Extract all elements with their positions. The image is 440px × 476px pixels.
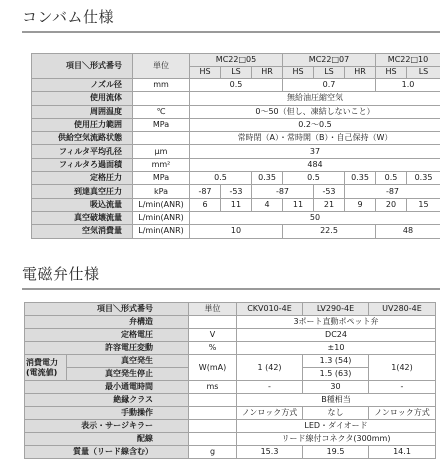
title-underline (22, 288, 440, 290)
row-label: 許容電圧変動 (25, 342, 189, 355)
table-row (25, 342, 436, 355)
table-row (32, 185, 440, 198)
row-label: 手動操作 (25, 407, 189, 420)
value-cell: 1.5 (63) (303, 368, 369, 381)
row-label: 周囲温度 (32, 105, 133, 118)
value-cell: -53 (314, 185, 345, 198)
unit-cell (189, 407, 237, 420)
section-title-conbam: コンバム仕様 (22, 8, 114, 26)
value-cell: 0.35 (345, 172, 376, 185)
table-row (32, 105, 440, 118)
header-variant: HR (252, 66, 283, 79)
table-row (32, 211, 440, 224)
value-cell: なし (303, 407, 369, 420)
row-label: 表示・サージキラー (25, 420, 189, 433)
value-cell: 0.35 (252, 172, 283, 185)
table-row (32, 145, 440, 158)
unit-cell (133, 132, 190, 145)
table-row (25, 381, 436, 394)
power-consumption-title: 消費電力 (26, 358, 58, 368)
value-cell: 3ポート直動ポペット弁 (237, 316, 436, 329)
header-variant: LS (221, 66, 252, 79)
header-variant: HS (283, 66, 314, 79)
header-item: 項目＼形式番号 (32, 54, 133, 79)
unit-cell: ms (189, 381, 237, 394)
table-row (25, 446, 436, 459)
value-cell: 1 (42) (237, 355, 303, 381)
unit-cell (189, 394, 237, 407)
value-cell: 0.5 (190, 172, 252, 185)
header-model: UV280-4E (369, 303, 436, 316)
header-unit: 単位 (189, 303, 237, 316)
unit-cell: L/min(ANR) (133, 225, 190, 238)
value-cell: 0.5 (190, 79, 283, 92)
header-model: MC22□07 (283, 54, 376, 67)
row-label: 最小通電時間 (25, 381, 189, 394)
header-variant: HS (190, 66, 221, 79)
value-cell: 9 (345, 198, 376, 211)
table-row (25, 407, 436, 420)
spec-table-solenoid-valve (24, 302, 436, 459)
value-cell: -87 (190, 185, 221, 198)
unit-cell: kPa (133, 185, 190, 198)
value-cell: ±10 (237, 342, 436, 355)
value-cell: 無給油圧縮空気 (190, 92, 440, 105)
table-row (25, 394, 436, 407)
value-cell: 15.3 (237, 446, 303, 459)
table-row (32, 198, 440, 211)
value-cell: 1(42) (369, 355, 436, 381)
value-cell: DC24 (237, 329, 436, 342)
row-label: 絶縁クラス (25, 394, 189, 407)
value-cell: 0～50（但し、凍結しないこと） (190, 105, 440, 118)
header-variant: HR (345, 66, 376, 79)
header-model: CKV010-4E (237, 303, 303, 316)
header-model: MC22□05 (190, 54, 283, 67)
table-row (25, 329, 436, 342)
unit-cell: g (189, 446, 237, 459)
value-cell: 常時閉（A）・常時開（B）・自己保持（W） (190, 132, 440, 145)
value-cell: 0.5 (283, 172, 345, 185)
header-row (32, 54, 440, 67)
value-cell: 0.35 (407, 172, 440, 185)
row-sublabel: 真空発生停止 (67, 368, 189, 381)
header-row (25, 303, 436, 316)
row-label: 真空破壊流量 (32, 211, 133, 224)
unit-cell: MPa (133, 118, 190, 131)
unit-cell: mm² (133, 158, 190, 171)
row-label: フィルタ平均孔径 (32, 145, 133, 158)
unit-cell: L/min(ANR) (133, 198, 190, 211)
value-cell: 50 (190, 211, 440, 224)
row-label: 定格電圧 (25, 329, 189, 342)
section-title-solenoid-valve: 電磁弁仕様 (22, 265, 100, 283)
value-cell: 1.0 (376, 79, 440, 92)
header-variant: LS (314, 66, 345, 79)
table-row (32, 79, 440, 92)
row-sublabel: 真空発生 (67, 355, 189, 368)
table-row (32, 92, 440, 105)
table-row (32, 172, 440, 185)
unit-cell: W(mA) (189, 355, 237, 381)
row-label: 到達真空圧力 (32, 185, 133, 198)
value-cell: -87 (252, 185, 314, 198)
unit-cell: mm (133, 79, 190, 92)
value-cell: -53 (221, 185, 252, 198)
value-cell: 30 (303, 381, 369, 394)
unit-cell: V (189, 329, 237, 342)
row-label: 吸込流量 (32, 198, 133, 211)
value-cell: 0.5 (376, 172, 407, 185)
value-cell: B種相当 (237, 394, 436, 407)
value-cell: -87 (345, 185, 440, 198)
row-label: フィルタろ過面積 (32, 158, 133, 171)
value-cell: - (237, 381, 303, 394)
row-label: ノズル径 (32, 79, 133, 92)
unit-cell: μm (133, 145, 190, 158)
header-variant: LS (407, 66, 440, 79)
table-row (25, 433, 436, 446)
unit-cell (189, 420, 237, 433)
header-model: LV290-4E (303, 303, 369, 316)
unit-cell (189, 433, 237, 446)
value-cell: 0.7 (283, 79, 376, 92)
value-cell: 1.3 (54) (303, 355, 369, 368)
header-variant: HS (376, 66, 407, 79)
value-cell: リード線付コネクタ(300mm) (237, 433, 436, 446)
row-label: 空気消費量 (32, 225, 133, 238)
table-row (32, 158, 440, 171)
value-cell: 22.5 (283, 225, 376, 238)
value-cell: 0.2～0.5 (190, 118, 440, 131)
row-label: 質量（リード線含む） (25, 446, 189, 459)
value-cell: ノンロック方式 (369, 407, 436, 420)
table-row (25, 355, 436, 368)
header-unit: 単位 (133, 54, 190, 79)
value-cell: 10 (190, 225, 283, 238)
value-cell: 14.1 (369, 446, 436, 459)
value-cell: 15 (407, 198, 440, 211)
value-cell: - (369, 381, 436, 394)
value-cell: 21 (314, 198, 345, 211)
row-label: 定格圧力 (32, 172, 133, 185)
table-row (25, 316, 436, 329)
table-row (32, 225, 440, 238)
unit-cell (189, 316, 237, 329)
row-label: 配線 (25, 433, 189, 446)
value-cell: ノンロック方式 (237, 407, 303, 420)
value-cell: 20 (376, 198, 407, 211)
table-row (32, 118, 440, 131)
value-cell: LED・ダイオード (237, 420, 436, 433)
row-label: 供給空気流路状態 (32, 132, 133, 145)
unit-cell: L/min(ANR) (133, 211, 190, 224)
power-consumption-note: (電流値) (26, 367, 58, 377)
value-cell: 6 (190, 198, 221, 211)
value-cell: 19.5 (303, 446, 369, 459)
table-row (32, 132, 440, 145)
row-label: 使用流体 (32, 92, 133, 105)
row-label: 弁構造 (25, 316, 189, 329)
table-row (25, 420, 436, 433)
value-cell: 4 (252, 198, 283, 211)
header-model: MC22□10 (376, 54, 440, 67)
unit-cell: % (189, 342, 237, 355)
value-cell: 48 (376, 225, 440, 238)
row-label: 使用圧力範囲 (32, 118, 133, 131)
value-cell: 37 (190, 145, 440, 158)
unit-cell: MPa (133, 172, 190, 185)
unit-cell (133, 92, 190, 105)
value-cell: 484 (190, 158, 440, 171)
power-consumption-label (25, 355, 67, 381)
header-item: 項目＼形式番号 (25, 303, 189, 316)
value-cell: 11 (283, 198, 314, 211)
title-underline (22, 31, 440, 33)
value-cell: 11 (221, 198, 252, 211)
spec-table-conbam (31, 53, 440, 239)
unit-cell: ℃ (133, 105, 190, 118)
